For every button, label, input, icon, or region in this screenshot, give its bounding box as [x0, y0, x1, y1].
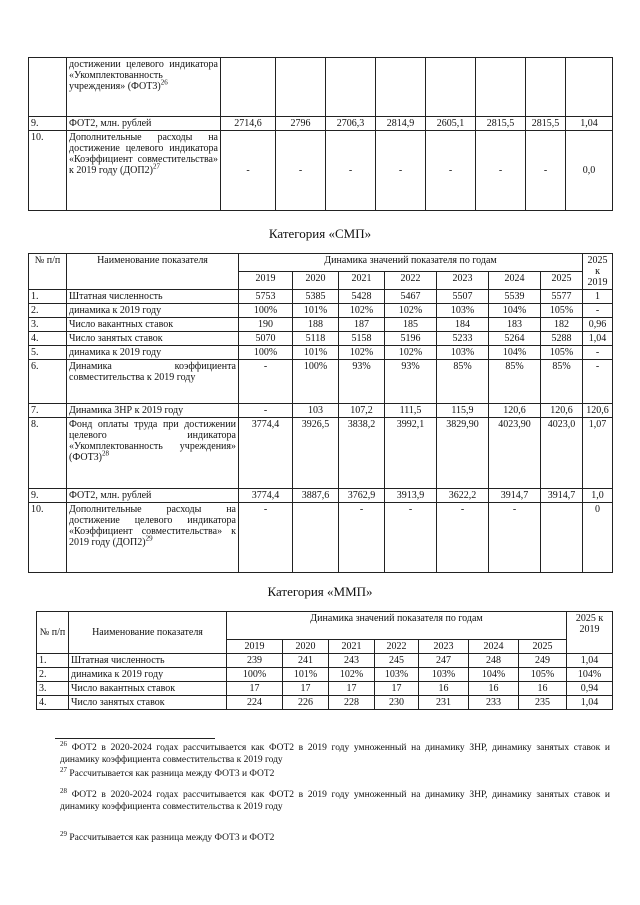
row-name: Динамика коэффициента совместительства к 2019 году — [67, 360, 239, 404]
table-header-row — [29, 254, 613, 272]
cell-value: 102% — [385, 304, 437, 318]
row-name: Число занятых ставок — [67, 332, 239, 346]
col-header-dynamics: Динамика значений показателя по годам — [227, 612, 567, 640]
cell-value: 185 — [385, 318, 437, 332]
cell-ratio: 0,96 — [583, 318, 613, 332]
cell-value: 228 — [329, 696, 375, 710]
cell-ratio: 1,04 — [567, 654, 613, 668]
cell-ratio: 1 — [583, 290, 613, 304]
cell-value: 3914,7 — [541, 489, 583, 503]
cell-value: 5264 — [489, 332, 541, 346]
cell-value: 3622,2 — [437, 489, 489, 503]
cell-value: 103% — [437, 346, 489, 360]
cell-value: 5196 — [385, 332, 437, 346]
table-row — [29, 304, 613, 318]
cell-ratio: 0,94 — [567, 682, 613, 696]
footnote-26: $^{26}$ ФОТ2 в 2020-2024 годах рассчитывается как ФОТ2 в 2019 году умноженный на динамику ЗНР, динамику занятых ставок и динамику коэффициента совместительства к 2019 году — [60, 739, 611, 765]
cell-value: 5070 — [239, 332, 293, 346]
table-row — [29, 290, 613, 304]
cell-value: 249 — [519, 654, 567, 668]
cell-value: 5467 — [385, 290, 437, 304]
cell-value: 111,5 — [385, 404, 437, 418]
cell-value: 3926,5 — [293, 418, 339, 489]
cell-value: 5233 — [437, 332, 489, 346]
cell-value: 100% — [239, 346, 293, 360]
cell-value: 182 — [541, 318, 583, 332]
table-header-years: 2019 2020 2021 2022 2023 2024 2025 — [37, 640, 613, 654]
row-name: Число вакантных ставок — [69, 682, 227, 696]
table-smp — [28, 253, 613, 573]
cell-ratio: 104% — [567, 668, 613, 682]
cell-ratio: 1,04 — [567, 696, 613, 710]
footnote-27: $^{27}$ Рассчитывается как разница между ФОТ3 и ФОТ2 — [60, 765, 275, 779]
row-number: 3. — [37, 682, 69, 696]
cell-value: 107,2 — [339, 404, 385, 418]
cell-value: 17 — [227, 682, 283, 696]
row-name: Штатная численность — [69, 654, 227, 668]
cell-ratio: - — [583, 304, 613, 318]
cell-value: 5288 — [541, 332, 583, 346]
cell-value: 85% — [489, 360, 541, 404]
cell-value: 105% — [541, 304, 583, 318]
cell-value: 104% — [469, 668, 519, 682]
table-continuation — [28, 57, 613, 211]
cell-value: 248 — [469, 654, 519, 668]
cell-value: 3913,9 — [385, 489, 437, 503]
row-number: 5. — [29, 346, 67, 360]
table-row: 10. Дополнительные расходы на достижение целевого индикатора «Коэффициент совместительства» к 2019 году $(ДОП2)^{27}$ - - - - - - - 0,0 — [29, 131, 613, 211]
cell-value: 5539 — [489, 290, 541, 304]
cell-value: 93% — [339, 360, 385, 404]
cell-value: 235 — [519, 696, 567, 710]
row-number: 9. — [29, 489, 67, 503]
cell-value: - — [239, 360, 293, 404]
cell-value: 102% — [339, 346, 385, 360]
cell-value: 4023,0 — [541, 418, 583, 489]
cell-value: 105% — [541, 346, 583, 360]
cell-value: 245 — [375, 654, 419, 668]
cell-value: - — [489, 503, 541, 573]
row-number: 4. — [29, 332, 67, 346]
table-mmp — [36, 611, 613, 710]
cell-value: 3992,1 — [385, 418, 437, 489]
cell-value: 5118 — [293, 332, 339, 346]
table-smp-body — [29, 290, 613, 573]
cell-value: 3774,4 — [239, 489, 293, 503]
cell-ratio: 1,04 — [583, 332, 613, 346]
col-header-ratio: 2025 к 2019 — [583, 254, 613, 290]
cell-value: 241 — [283, 654, 329, 668]
cell-ratio: 0 — [583, 503, 613, 573]
row-number: 10. — [29, 503, 67, 573]
cell-value: 85% — [437, 360, 489, 404]
cell-value: 103 — [293, 404, 339, 418]
cell-value: 100% — [293, 360, 339, 404]
table-row — [29, 346, 613, 360]
row-number: 1. — [29, 290, 67, 304]
cell-value: 101% — [293, 304, 339, 318]
col-header-name: Наименование показателя — [69, 612, 227, 654]
cell-value: 101% — [293, 346, 339, 360]
cell-value: 102% — [385, 346, 437, 360]
table-header-row — [37, 612, 613, 640]
row-number: 8. — [29, 418, 67, 489]
cell-value: 100% — [227, 668, 283, 682]
col-header-num: № п/п — [37, 612, 69, 654]
table-row — [29, 489, 613, 503]
cell-value: 5577 — [541, 290, 583, 304]
cell-value — [541, 503, 583, 573]
table-row: 9. ФОТ2, млн. рублей 2714,6 2796 2706,3 2814,9 2605,1 2815,5 2815,5 1,04 — [29, 117, 613, 131]
row-number: 2. — [29, 304, 67, 318]
cell-value: 104% — [489, 304, 541, 318]
row-number: 7. — [29, 404, 67, 418]
row-number: 3. — [29, 318, 67, 332]
row-name: Фонд оплаты труда при достижении целевого индикатора «Укомплектованность учреждения» $(ФОТ3)^{28}$ — [67, 418, 239, 489]
cell-value: 188 — [293, 318, 339, 332]
cell-ratio: 1,0 — [583, 489, 613, 503]
cell-value: 115,9 — [437, 404, 489, 418]
row-name: Число вакантных ставок — [67, 318, 239, 332]
cell-value: - — [239, 503, 293, 573]
row-name: динамика к 2019 году — [67, 304, 239, 318]
cell-value: 85% — [541, 360, 583, 404]
cell-value: 243 — [329, 654, 375, 668]
cell-value: 3774,4 — [239, 418, 293, 489]
table-mmp-body — [37, 654, 613, 710]
row-number: 1. — [37, 654, 69, 668]
cell-value: 102% — [339, 304, 385, 318]
footnote-28: $^{28}$ ФОТ2 в 2020-2024 годах рассчитывается как ФОТ2 в 2019 году умноженный на динамику ЗНР, динамику занятых ставок и динамику коэффициента совместительства к 2019 году — [60, 786, 611, 812]
row-name: динамика к 2019 году — [69, 668, 227, 682]
cell-value — [293, 503, 339, 573]
row-number: 4. — [37, 696, 69, 710]
row-name: достижении целевого индикатора «Укомплектованность учреждения» $(ФОТ3)^{26}$ — [67, 58, 221, 117]
col-header-ratio: 2025 к 2019 — [567, 612, 613, 654]
cell-value: 120,6 — [489, 404, 541, 418]
cell-value: - — [385, 503, 437, 573]
col-header-num: № п/п — [29, 254, 67, 290]
cell-value: 101% — [283, 668, 329, 682]
col-header-dynamics: Динамика значений показателя по годам — [239, 254, 583, 272]
cell-value: 184 — [437, 318, 489, 332]
table-row — [37, 668, 613, 682]
table-row — [29, 318, 613, 332]
cell-value: 16 — [519, 682, 567, 696]
category-title-mmp: Категория «ММП» — [267, 584, 373, 599]
table-row — [29, 503, 613, 573]
cell-value: 233 — [469, 696, 519, 710]
row-name: Штатная численность — [67, 290, 239, 304]
cell-ratio: 1,07 — [583, 418, 613, 489]
table-row — [29, 404, 613, 418]
table-row — [29, 360, 613, 404]
cell-value: - — [239, 404, 293, 418]
cell-value: 3829,90 — [437, 418, 489, 489]
cell-value: 104% — [489, 346, 541, 360]
cell-value: 105% — [519, 668, 567, 682]
cell-value: 3762,9 — [339, 489, 385, 503]
row-name: динамика к 2019 году — [67, 346, 239, 360]
cell-value: 230 — [375, 696, 419, 710]
cell-value: 103% — [375, 668, 419, 682]
cell-value: 247 — [419, 654, 469, 668]
table-header-years: 2019 2020 2021 2022 2023 2024 2025 — [29, 272, 613, 290]
row-name: Дополнительные расходы на достижение целевого индикатора «Коэффициент совместительства» к 2019 году $(ДОП2)^{29}$ — [67, 503, 239, 573]
cell-value: 5428 — [339, 290, 385, 304]
cell-value: 239 — [227, 654, 283, 668]
category-title-smp: Категория «СМП» — [268, 226, 372, 241]
table-row — [37, 654, 613, 668]
cell-value: 103% — [419, 668, 469, 682]
cell-value: 17 — [375, 682, 419, 696]
table-row — [29, 58, 613, 117]
cell-value: 224 — [227, 696, 283, 710]
cell-value: 17 — [329, 682, 375, 696]
cell-value: 183 — [489, 318, 541, 332]
cell-value: 231 — [419, 696, 469, 710]
cell-value: 17 — [283, 682, 329, 696]
cell-value: 5507 — [437, 290, 489, 304]
cell-value: 3914,7 — [489, 489, 541, 503]
cell-value: 5385 — [293, 290, 339, 304]
cell-value: 103% — [437, 304, 489, 318]
cell-value: 16 — [469, 682, 519, 696]
table-row — [29, 332, 613, 346]
table-row — [37, 682, 613, 696]
cell-ratio: 120,6 — [583, 404, 613, 418]
cell-value: 16 — [419, 682, 469, 696]
cell-value: 5158 — [339, 332, 385, 346]
row-name: ФОТ2, млн. рублей — [67, 489, 239, 503]
cell-value: 102% — [329, 668, 375, 682]
cell-value: - — [339, 503, 385, 573]
row-name: Число занятых ставок — [69, 696, 227, 710]
cell-ratio: - — [583, 360, 613, 404]
cell-value: 190 — [239, 318, 293, 332]
row-name: Динамика ЗНР к 2019 году — [67, 404, 239, 418]
table-row — [37, 696, 613, 710]
cell-value: 4023,90 — [489, 418, 541, 489]
cell-value: 187 — [339, 318, 385, 332]
row-number: 2. — [37, 668, 69, 682]
cell-value: 226 — [283, 696, 329, 710]
cell-value: 120,6 — [541, 404, 583, 418]
col-header-name: Наименование показателя — [67, 254, 239, 290]
cell-value: 3887,6 — [293, 489, 339, 503]
cell-value: 100% — [239, 304, 293, 318]
row-number: 6. — [29, 360, 67, 404]
footnote-29: $^{29}$ Рассчитывается как разница между ФОТ3 и ФОТ2 — [60, 829, 275, 843]
table-row — [29, 418, 613, 489]
cell-ratio: - — [583, 346, 613, 360]
footnote-divider — [55, 738, 215, 739]
cell-value: 93% — [385, 360, 437, 404]
cell-value: 3838,2 — [339, 418, 385, 489]
cell-value: 5753 — [239, 290, 293, 304]
cell-value: - — [437, 503, 489, 573]
